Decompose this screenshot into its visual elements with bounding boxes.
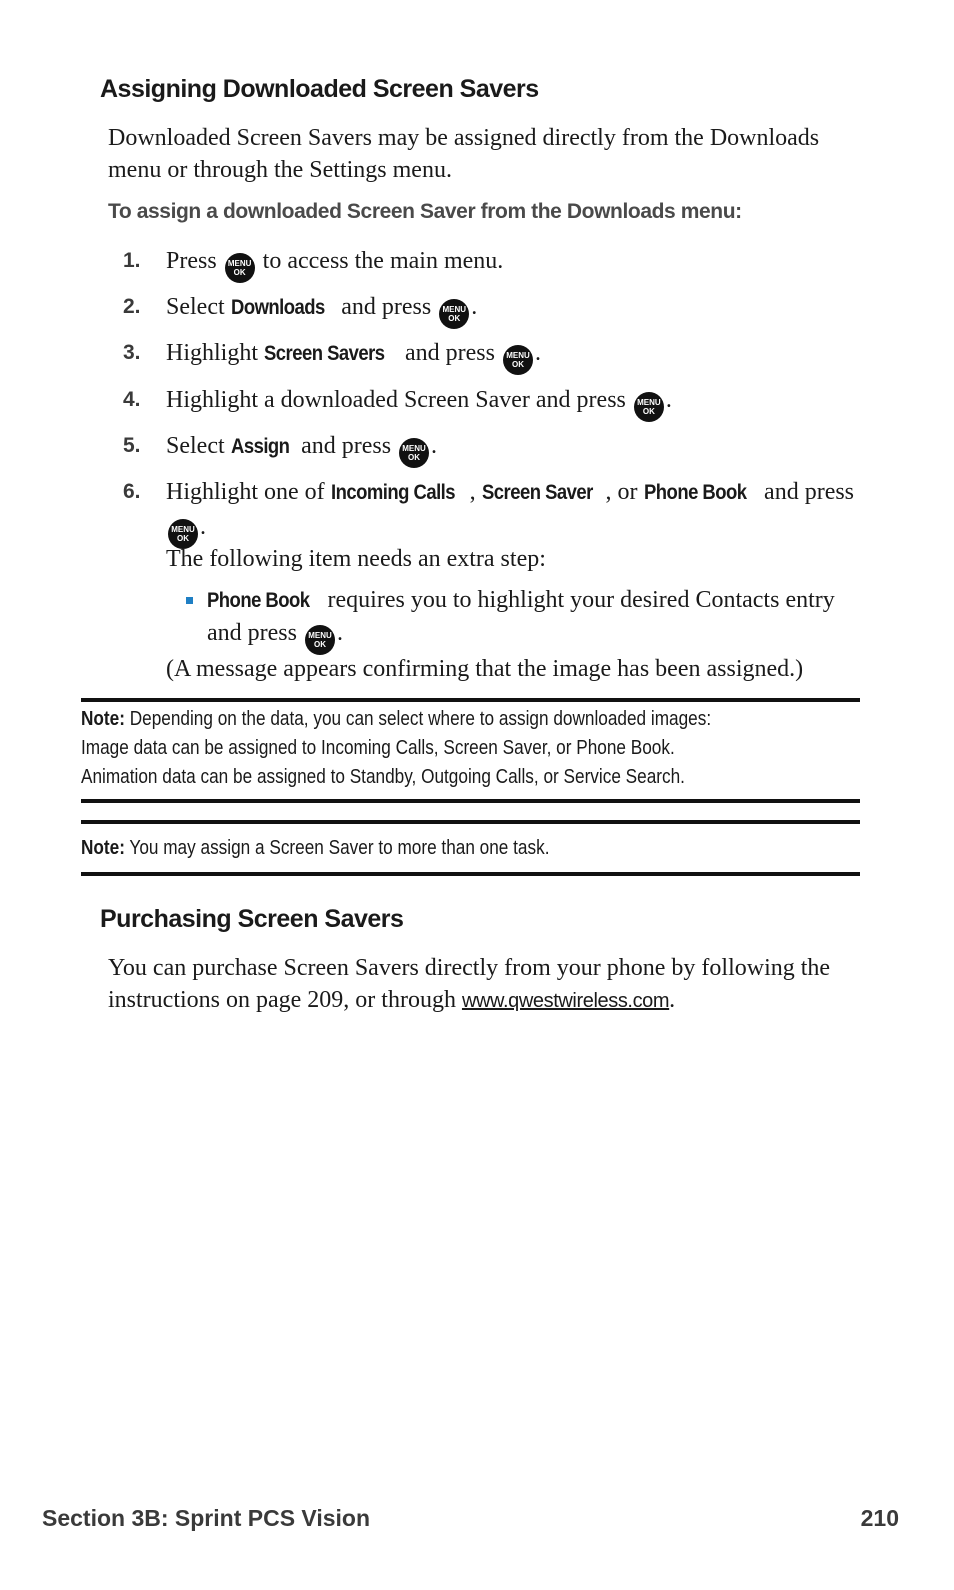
menu-ok-key-icon: MENU OK <box>503 345 533 375</box>
qwest-wireless-link[interactable]: www.qwestwireless.com <box>461 990 670 1012</box>
step-number: 3. <box>123 341 141 364</box>
procedure-subheading: To assign a downloaded Screen Saver from the Downloads menu: <box>108 200 742 223</box>
intro-paragraph: Downloaded Screen Savers may be assigned directly from the Downloads menu or through the Settings menu. <box>108 125 820 183</box>
menu-ok-key-icon: MENU OK <box>225 253 255 283</box>
step-number: 5. <box>123 434 141 457</box>
step-number: 2. <box>123 295 141 318</box>
ui-term-incoming-calls: Incoming Calls <box>330 481 455 504</box>
section-heading-assigning: Assigning Downloaded Screen Savers <box>100 75 539 103</box>
note-divider-bottom <box>81 799 860 803</box>
ui-term-phone-book: Phone Book <box>643 481 747 504</box>
note-divider-bottom <box>81 872 860 876</box>
step-text: Highlight a downloaded Screen Saver and press MENU OK . <box>166 383 866 422</box>
ui-term-downloads: Downloads <box>230 296 325 319</box>
sub-bullet-text: Phone Book requires you to highlight your desired Contacts entry and press MENU OK . <box>207 584 867 655</box>
confirmation-text: (A message appears confirming that the image has been assigned.) <box>166 656 804 682</box>
step-number: 6. <box>123 480 141 503</box>
menu-ok-key-icon: MENU OK <box>399 438 429 468</box>
menu-ok-key-icon: MENU OK <box>168 519 198 549</box>
step-number: 4. <box>123 388 141 411</box>
footer-page-number: 210 <box>860 1505 899 1531</box>
footer-section-title: Section 3B: Sprint PCS Vision <box>42 1505 371 1531</box>
step-text: Highlight Screen Savers and press MENU OK . <box>166 336 866 375</box>
note-label: Note: <box>81 837 125 859</box>
step-text: Press MENU OK to access the main menu. <box>166 244 866 283</box>
note-assign-data: Note: Depending on the data, you can select where to assign downloaded images: Image data can be assigned to Incoming Calls, Screen Saver, or Phone Book. Animation data can be assigned to Standby, Outgoing Calls, or Service Search. <box>81 708 712 788</box>
step-number: 1. <box>123 249 141 272</box>
ui-term-screen-savers: Screen Savers <box>264 342 385 365</box>
purchase-paragraph: You can purchase Screen Savers directly from your phone by following the instructions on page 209, or through www.qwestwireless.com. <box>108 955 831 1013</box>
note-label: Note: <box>81 708 125 730</box>
step-text: Highlight one of Incoming Calls , Screen Saver , or Phone Book and press MENU OK . <box>166 475 866 549</box>
step-text: Select Downloads and press MENU OK . <box>166 290 866 329</box>
extra-step-note: The following item needs an extra step: <box>166 546 546 572</box>
note-multiple-tasks: Note: You may assign a Screen Saver to more than one task. <box>81 837 550 859</box>
step-text: Select Assign and press MENU OK . <box>166 429 866 468</box>
note-divider-top <box>81 698 860 702</box>
section-heading-purchasing: Purchasing Screen Savers <box>100 905 404 933</box>
menu-ok-key-icon: MENU OK <box>634 392 664 422</box>
menu-ok-key-icon: MENU OK <box>439 299 469 329</box>
menu-ok-key-icon: MENU OK <box>305 625 335 655</box>
ui-term-assign: Assign <box>230 435 290 458</box>
bullet-square-icon <box>186 597 193 604</box>
ui-term-screen-saver: Screen Saver <box>481 481 593 504</box>
note-divider-top <box>81 820 860 824</box>
ui-term-phone-book: Phone Book <box>207 589 310 612</box>
